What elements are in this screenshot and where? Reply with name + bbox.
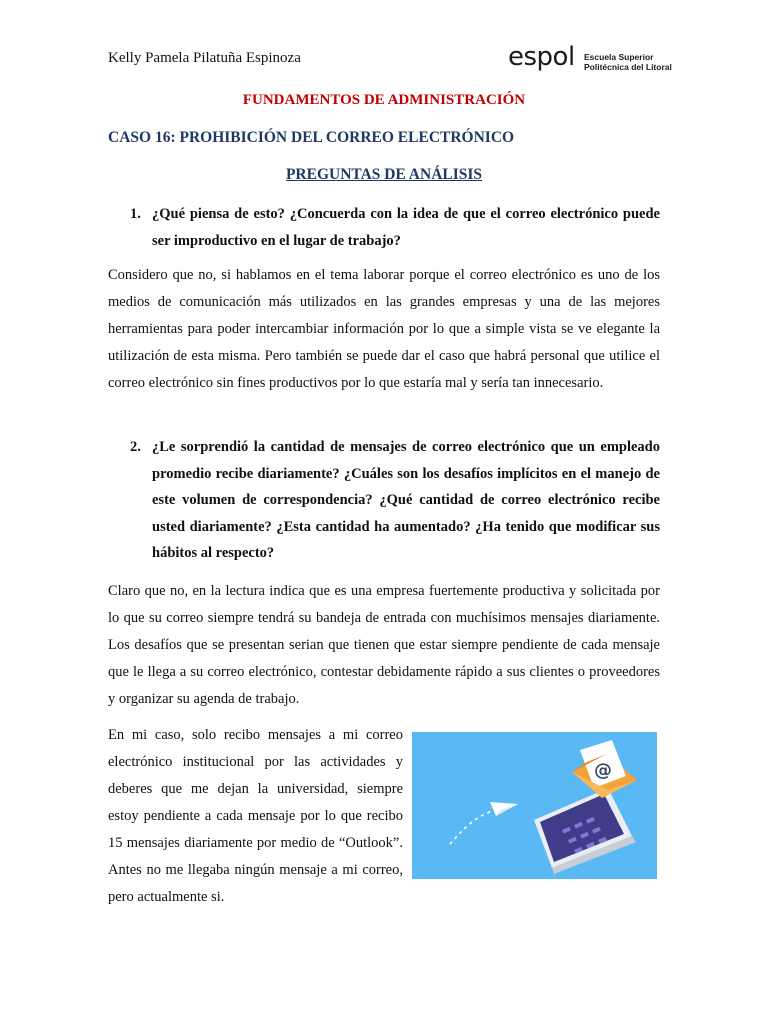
paper-plane-icon (490, 802, 518, 816)
answer-paragraph-1: Considero que no, si hablamos en el tema laborar porque el correo electrónico es uno de los medios de comunicación más utilizados en las grandes empresas y una de las mejores herramientas para poder intercambiar información por lo que a simple vista se ve elegante la utilización de esta misma. Pero también se puede dar el caso que habrá personal que utilice el correo electrónico sin fines productivos por lo que estaría mal y sería tan innecesario. (108, 267, 660, 391)
question-text: ¿Le sorprendió la cantidad de mensajes de correo electrónico que un empleado promedio recibe diariamente? ¿Cuáles son los desafíos implícitos en el manejo de este volumen de correspondencia? ¿Qué cantidad de correo electrónico recibe usted diariamente? ¿Esta cantidad ha aumentado? ¿Ha tenido que modificar sus hábitos al respecto? (152, 439, 660, 561)
logo-word: espol (508, 42, 575, 72)
logo-line-2: Politécnica del Litoral (584, 62, 672, 72)
answer-paragraph-2: Claro que no, en la lectura indica que es una empresa fuertemente productiva y solicitada por lo que su correo siempre tendrá su bandeja de entrada con muchísimos mensajes diariamente. Los desafíos que se presentan serian que tienen que estar siempre pendiente de cada mensaje que le llega a su correo electrónico, contestar debidamente rápido a sus clientes o proveedores y organizar su agenda de trabajo. (108, 583, 660, 707)
question-1 (108, 201, 660, 254)
espol-logo (508, 42, 672, 80)
logo-line-1: Escuela Superior (584, 52, 654, 62)
question-2 (108, 434, 660, 567)
answer-paragraph-3: En mi caso, solo recibo mensajes a mi correo electrónico institucional por las actividades y deberes que me dejan la universidad, siempre estoy pendiente a cada mensaje por lo que recibo 15 mensajes diariamente por medio de “Outlook”. Antes no me llegaba ningún mensaje a mi correo, pero actualmente si. (108, 727, 403, 905)
laptop-icon (534, 788, 636, 874)
at-sign-icon: @ (594, 760, 612, 781)
question-text: ¿Qué piensa de esto? ¿Concuerda con la idea de que el correo electrónico puede ser improductivo en el lugar de trabajo? (152, 206, 660, 249)
author-name: Kelly Pamela Pilatuña Espinoza (108, 50, 301, 66)
email-illustration-art (412, 732, 657, 879)
course-title: FUNDAMENTOS DE ADMINISTRACIÓN (242, 92, 526, 108)
question-number: 1. (130, 206, 141, 222)
logo-subtitle (584, 52, 672, 72)
question-number: 2. (130, 439, 141, 455)
section-title: PREGUNTAS DE ANÁLISIS (285, 166, 483, 183)
case-title: CASO 16: PROHIBICIÓN DEL CORREO ELECTRÓNICO (108, 129, 515, 146)
trail-line (450, 811, 492, 844)
email-illustration (412, 732, 657, 879)
